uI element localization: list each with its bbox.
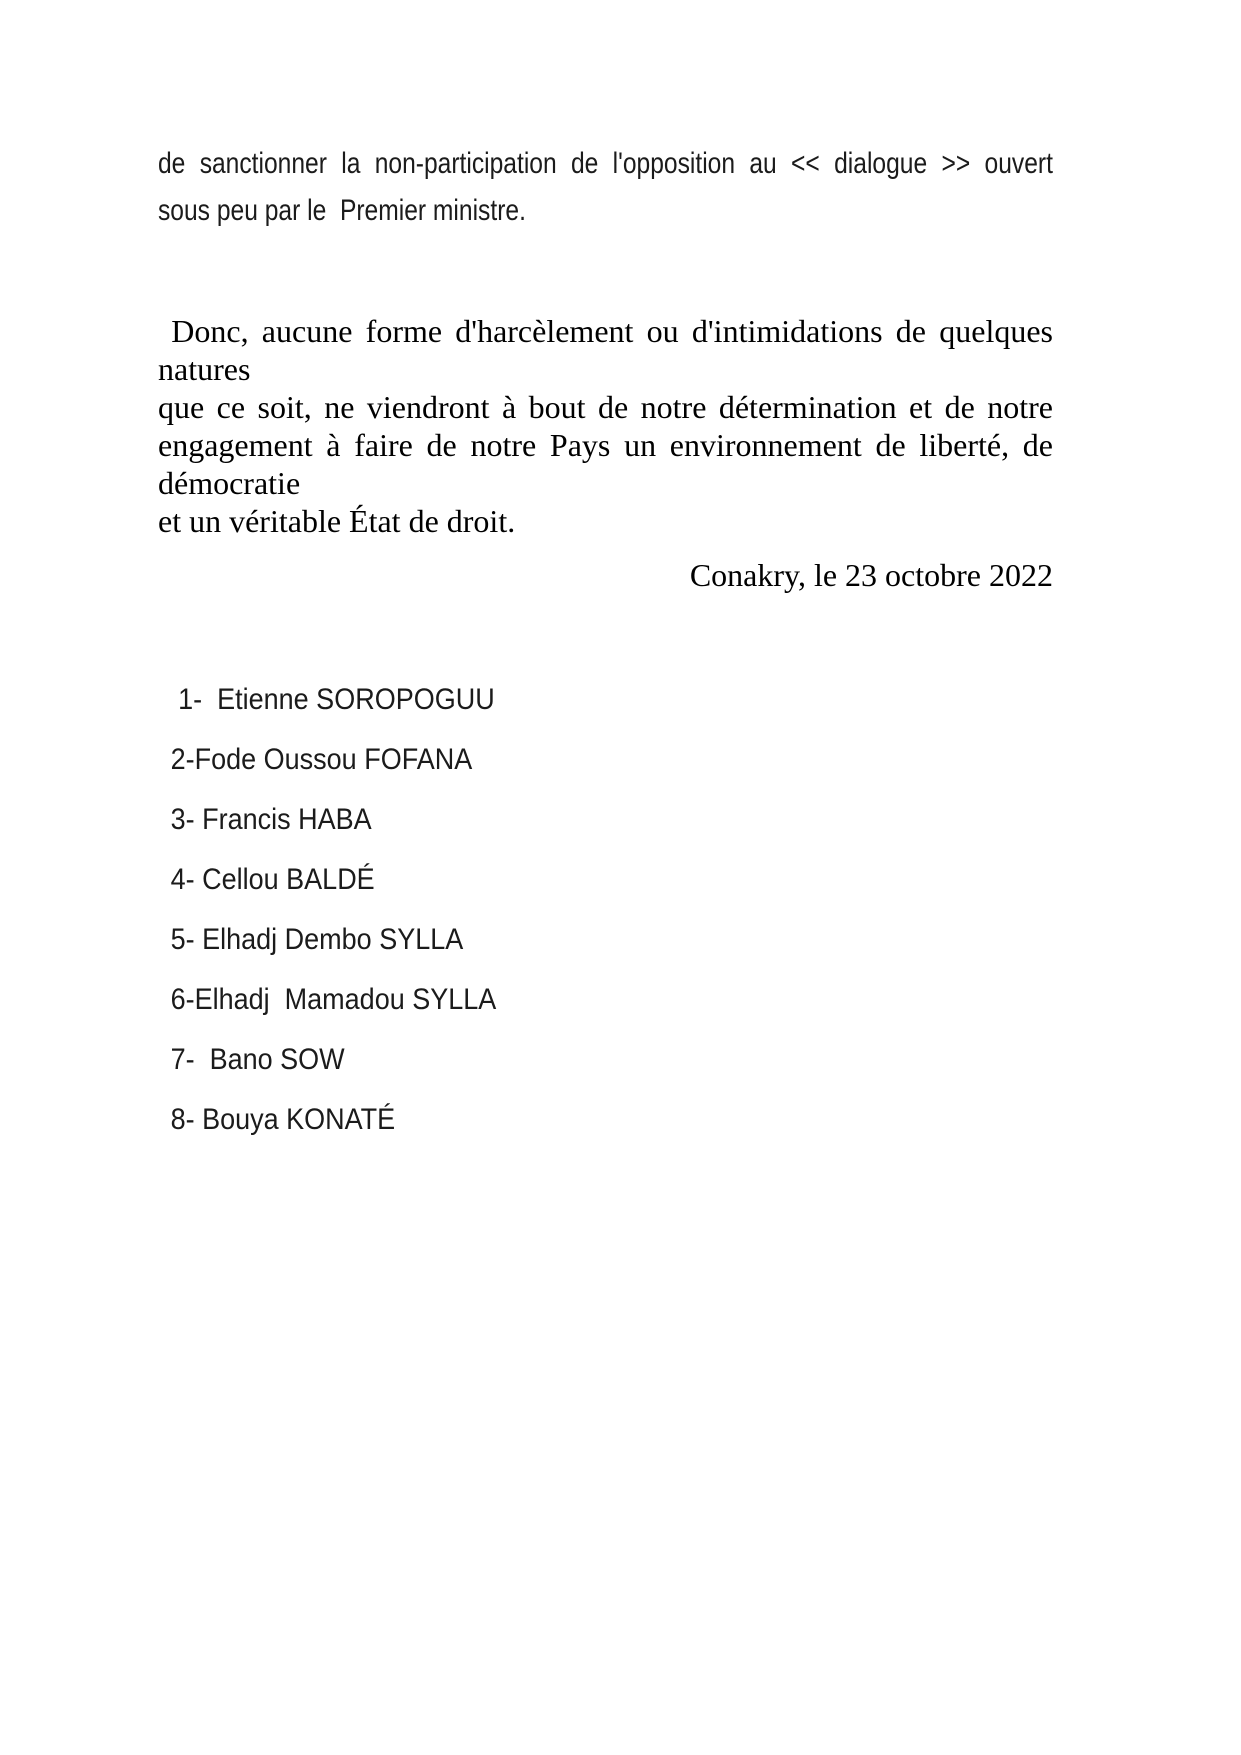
body-paragraph [158,312,1062,540]
paragraph-line: sous peu par le Premier ministre. [158,194,526,227]
signatory-item: 8- Bouya KONATÉ [170,1103,396,1136]
signatory-item: 1- Etienne SOROPOGUU [170,683,495,716]
signatory-item: 3- Francis HABA [170,803,372,836]
paragraph-line: que ce soit, ne viendront à bout de notre détermination et de notre [158,389,1053,425]
signatory-item: 7- Bano SOW [170,1043,345,1076]
signatory-item: 6-Elhadj Mamadou SYLLA [170,983,497,1016]
paragraph-line: de sanctionner la non-participation de l'opposition au << dialogue >> ouvert [158,147,1053,180]
signatory-item: 4- Cellou BALDÉ [170,863,375,896]
signatories-list [158,682,1053,1138]
paragraph-line: et un véritable État de droit. [158,503,516,539]
paragraph-line: Donc, aucune forme d'harcèlement ou d'intimidations de quelques natures [158,313,1062,387]
signatory-item: 2-Fode Oussou FOFANA [170,743,473,776]
paragraph-line: engagement à faire de notre Pays un environnement de liberté, de démocratie [158,427,1061,501]
signatory-item: 5- Elhadj Dembo SYLLA [170,923,464,956]
opening-paragraph [158,140,1053,234]
dateline: Conakry, le 23 octobre 2022 [689,557,1053,593]
